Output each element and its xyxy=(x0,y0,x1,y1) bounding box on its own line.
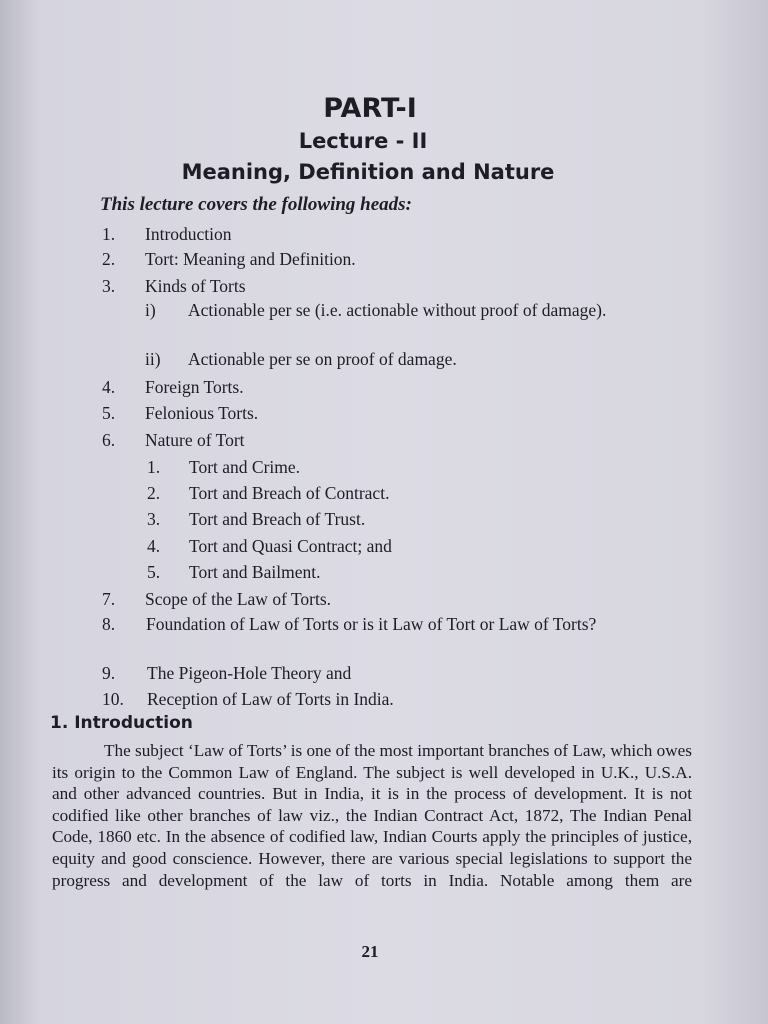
item-text: Actionable per se (i.e. actionable without proof of damage). xyxy=(188,300,607,320)
item-number: 6. xyxy=(102,430,116,450)
item-text: Reception of Law of Torts in India. xyxy=(147,689,394,709)
item-number: 7. xyxy=(102,589,116,609)
item-number: 3. xyxy=(147,509,161,529)
page-number: 21 xyxy=(361,942,379,961)
item-text: Tort: Meaning and Definition. xyxy=(145,249,356,269)
item-text: Tort and Breach of Contract. xyxy=(189,483,390,503)
item-text: Kinds of Torts xyxy=(145,276,246,296)
chapter-subtitle: Meaning, Definition and Nature xyxy=(181,160,555,184)
item-number: ii) xyxy=(145,349,161,369)
item-text: Tort and Crime. xyxy=(189,457,301,477)
item-number: 9. xyxy=(102,663,116,683)
covers-intro: This lecture covers the following heads: xyxy=(100,194,412,215)
item-number: 5. xyxy=(147,562,161,582)
item-number: 2. xyxy=(147,483,161,503)
item-text: Scope of the Law of Torts. xyxy=(145,589,332,609)
item-number: 10. xyxy=(102,689,124,709)
item-text: Actionable per se on proof of damage. xyxy=(188,349,457,369)
item-number: 1. xyxy=(102,224,116,244)
item-number: 4. xyxy=(147,536,161,556)
item-text: Foundation of Law of Torts or is it Law of Tort or Law of Torts? xyxy=(146,614,597,634)
item-number: 1. xyxy=(147,457,161,477)
introduction-paragraph xyxy=(52,740,692,891)
part-heading: PART-I xyxy=(323,93,417,124)
item-text: Nature of Tort xyxy=(145,430,245,450)
item-text: Tort and Bailment. xyxy=(189,562,321,582)
item-number: 8. xyxy=(102,614,116,634)
item-text: Introduction xyxy=(145,224,232,244)
item-number: 3. xyxy=(102,276,116,296)
item-text: Tort and Quasi Contract; and xyxy=(189,536,392,556)
section-heading: 1. Introduction xyxy=(50,713,193,733)
item-text: Foreign Torts. xyxy=(145,377,244,397)
lecture-heading: Lecture - II xyxy=(298,129,428,153)
item-text: The Pigeon-Hole Theory and xyxy=(147,663,352,683)
item-number: 2. xyxy=(102,249,116,269)
item-number: 4. xyxy=(102,377,116,397)
item-number: 5. xyxy=(102,403,116,423)
item-number: i) xyxy=(145,300,156,320)
item-text: Tort and Breach of Trust. xyxy=(189,509,366,529)
paragraph-text: The subject ‘Law of Torts’ is one of the most important branches of Law, which owes its origin to the Common Law of England. The subject is well developed in U.K., U.S.A. and other advanced countries. But in India, it is in the process of development. It is not codified like other branches of law viz., the Indian Contract Act, 1872, The Indian Penal Code, 1860 etc. In the absence of codified law, Indian Courts apply the principles of justice, equity and good conscience. However, there are various special legislations to support the progress and development of the law of torts in India. Notable among them are xyxy=(52,741,692,890)
item-text: Felonious Torts. xyxy=(145,403,259,423)
